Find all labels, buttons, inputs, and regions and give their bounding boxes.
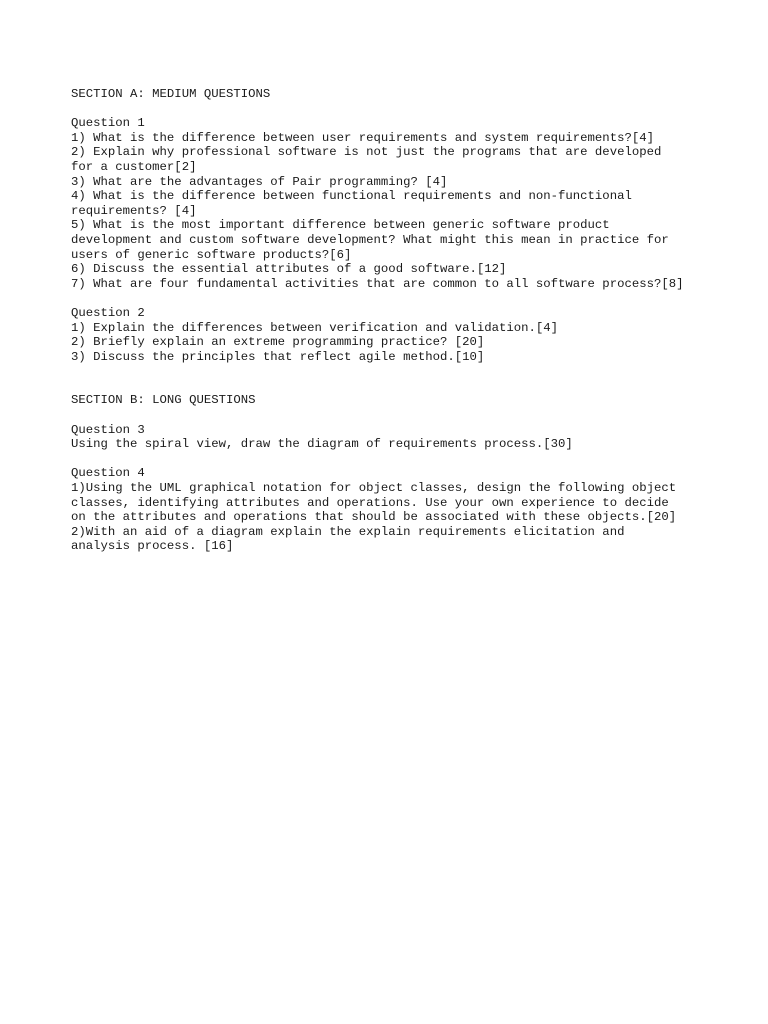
spacer	[71, 102, 731, 117]
spacer	[71, 408, 731, 423]
question-1-line-9: users of generic software products?[6]	[71, 247, 352, 262]
question-4-title: Question 4	[71, 466, 145, 481]
question-4-block	[71, 466, 731, 554]
question-1-line-1: 1) What is the difference between user requirements and system requirements?[4]	[71, 130, 654, 145]
question-1-line-2: 2) Explain why professional software is not just the programs that are developed	[71, 145, 662, 160]
question-2-line-1: 1) Explain the differences between verification and validation.[4]	[71, 320, 559, 335]
question-2-block	[71, 306, 731, 364]
question-4-line-1: 1)Using the UML graphical notation for object classes, design the following object	[71, 481, 677, 496]
question-4-line-5: analysis process. [16]	[71, 539, 234, 554]
question-3-title: Question 3	[71, 422, 145, 437]
question-1-title: Question 1	[71, 116, 145, 131]
question-1-line-3: for a customer[2]	[71, 159, 197, 174]
question-1-line-8: development and custom software development? What might this mean in practice for	[71, 232, 669, 247]
question-1-line-7: 5) What is the most important difference between generic software product	[71, 218, 610, 233]
question-2-line-2: 2) Briefly explain an extreme programming practice? [20]	[71, 335, 485, 350]
question-1-line-10: 6) Discuss the essential attributes of a good software.[12]	[71, 262, 507, 277]
question-3-block	[71, 423, 731, 452]
question-1-line-5: 4) What is the difference between functional requirements and non-functional	[71, 189, 632, 204]
spacer	[71, 291, 731, 306]
question-1-line-6: requirements? [4]	[71, 203, 197, 218]
question-3-line-1: Using the spiral view, draw the diagram of requirements process.[30]	[71, 437, 573, 452]
section-b-heading: SECTION B: LONG QUESTIONS	[71, 393, 256, 408]
question-2-title: Question 2	[71, 305, 145, 320]
question-1-line-4: 3) What are the advantages of Pair programming? [4]	[71, 174, 448, 189]
spacer	[71, 452, 731, 467]
section-a-heading: SECTION A: MEDIUM QUESTIONS	[71, 87, 271, 101]
spacer	[71, 364, 731, 393]
question-4-line-3: on the attributes and operations that should be associated with these objects.[20]	[71, 510, 677, 525]
question-4-line-4: 2)With an aid of a diagram explain the explain requirements elicitation and	[71, 524, 625, 539]
question-2-line-3: 3) Discuss the principles that reflect agile method.[10]	[71, 349, 485, 364]
question-4-line-2: classes, identifying attributes and operations. Use your own experience to decide	[71, 495, 669, 510]
question-1-block	[71, 116, 731, 291]
question-1-line-11: 7) What are four fundamental activities that are common to all software process?[8]	[71, 276, 684, 291]
document-page	[71, 87, 731, 554]
